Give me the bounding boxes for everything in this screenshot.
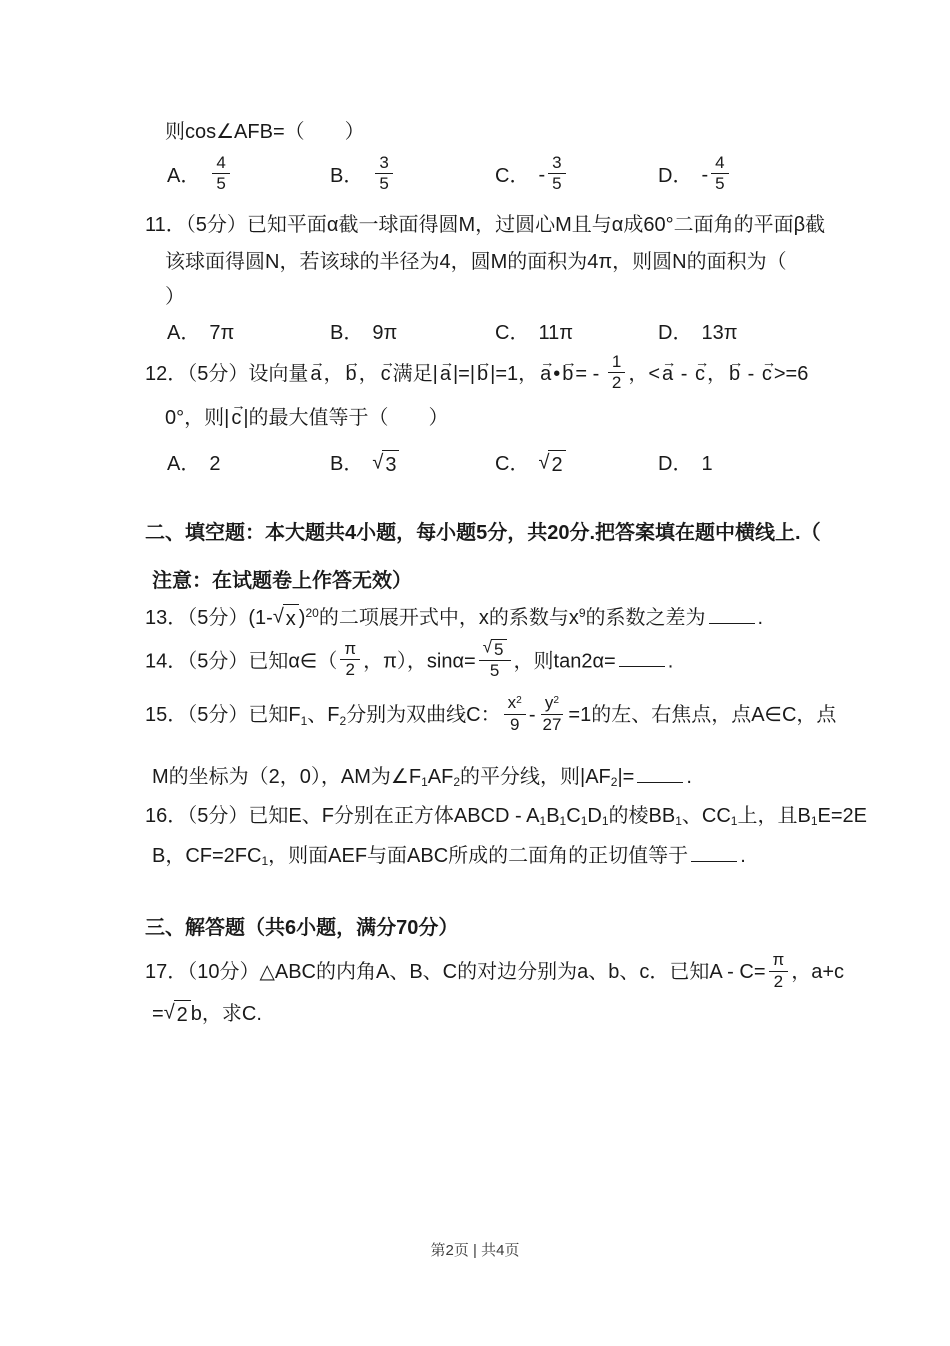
- option-value: 9π: [372, 321, 398, 344]
- subscript: 1: [601, 814, 609, 829]
- fraction: $\frac{\pi}{2}$: [769, 950, 789, 992]
- subscript: 2: [610, 775, 618, 790]
- radical-icon: √: [538, 450, 550, 473]
- vector-c: c →: [381, 360, 391, 388]
- subscript: 1: [559, 814, 567, 829]
- q12-line-2: 0°，则| c → |的最大值等于（ ）: [145, 404, 845, 432]
- square-root: √ 2: [538, 450, 565, 479]
- option-A: [167, 155, 330, 197]
- option-label: D．: [658, 453, 693, 476]
- radical-icon: √: [482, 637, 493, 657]
- vector-c: c →: [231, 404, 241, 432]
- subscript: 1: [261, 854, 269, 869]
- subscript: 1: [580, 814, 588, 829]
- fraction: $\frac{4}{5}$: [212, 153, 229, 195]
- option-value: - $\frac{4}{5}$: [701, 155, 731, 197]
- subscript: 2: [339, 713, 347, 728]
- option-label: C．: [495, 321, 530, 344]
- option-B: [330, 155, 495, 197]
- square-root: √ 2: [164, 1000, 191, 1029]
- square-root: √ 5: [483, 639, 507, 660]
- radical-icon: √: [272, 604, 284, 627]
- q17-line-1: 17．（10分）△ABC的内角A、B、C的对边分别为a、b、c．已知A - C= $\frac{\pi}{2}$ ，a+c: [145, 950, 845, 991]
- vector-c: c →: [695, 360, 705, 388]
- sec2-line-1: 二、填空题：本大题共4小题，每小题5分，共20分.把答案填在题中横线上.（: [145, 521, 821, 544]
- vector-b: b →: [477, 360, 488, 388]
- radical-icon: √: [372, 450, 384, 473]
- subscript: 1: [810, 814, 818, 829]
- subscript: 1: [730, 814, 738, 829]
- q14-line: 14．（5分）已知α∈（ $\frac{\pi}{2}$ ，π），sinα= √ 5 5 ，则tan2α= .: [145, 637, 674, 680]
- q10-options: [145, 155, 845, 197]
- q12-line-1: 12．（5分）设向量 a → ， b → ， c → 满足| a → |=| b → |=1， a → • b → = - $\frac{1}{2}$ ，< a → - c → ， b → - c → >=6: [145, 354, 845, 396]
- q11-line-2: 该球面得圆N，若该球的半径为4，圆M的面积为4π，则圆N的面积为（: [165, 250, 787, 273]
- option-value: [372, 450, 399, 479]
- q11-line-1: 11．（5分）已知平面α截一球面得圆M，过圆心M且与α成60°二面角的平面β截: [145, 213, 826, 236]
- option-D: [658, 450, 845, 479]
- vector-a: a →: [662, 360, 673, 388]
- page-footer: [0, 1241, 950, 1261]
- option-value: 2: [209, 453, 221, 476]
- option-label: B．: [330, 164, 364, 187]
- document-body: [145, 0, 867, 1029]
- vector-c: c →: [762, 360, 772, 388]
- answer-blank: [691, 844, 737, 862]
- fraction: $\frac{y^2}{27}$: [542, 693, 562, 734]
- sec3-line: 三、解答题（共6小题，满分70分）: [145, 917, 459, 940]
- superscript: 2: [553, 694, 560, 706]
- option-label: C．: [495, 164, 530, 187]
- fraction: $\frac{3}{5}$: [375, 153, 392, 195]
- option-value: 1: [701, 453, 713, 476]
- option-value: [209, 155, 232, 197]
- option-B: [330, 450, 495, 479]
- q12-options: [145, 450, 845, 479]
- option-label: B．: [330, 321, 364, 344]
- superscript: 9: [578, 605, 586, 620]
- q10-stem: 则cos∠AFB=（ ）: [165, 121, 365, 143]
- option-label: A．: [167, 453, 201, 476]
- option-label: A．: [167, 321, 201, 344]
- option-label: D．: [658, 321, 693, 344]
- option-C: [495, 319, 658, 347]
- q15-line-2: M的坐标为（2，0），AM为$\angle F_1AF_2$的平分线，则$|AF_2|=$ .: [152, 766, 692, 790]
- vector-b: b →: [729, 360, 740, 388]
- q11-options: [145, 319, 845, 347]
- fraction: $\frac{3}{5}$: [548, 153, 565, 195]
- superscript: 2: [516, 694, 522, 706]
- option-B: [330, 319, 495, 347]
- answer-blank: [619, 649, 665, 667]
- page-number: 第2页 | 共4页: [430, 1242, 520, 1259]
- option-value: [538, 450, 565, 479]
- option-label: D．: [658, 164, 693, 187]
- answer-blank: [709, 606, 755, 624]
- sec2-line-2: 注意：在试题卷上作答无效）: [152, 569, 412, 592]
- square-root: √ x: [273, 604, 299, 633]
- option-value: 11π: [538, 321, 574, 344]
- subscript: 1: [675, 814, 682, 829]
- option-D: [658, 155, 845, 197]
- subscript: 1: [539, 814, 547, 829]
- q11-line-3: ）: [165, 285, 185, 308]
- fraction: $\frac{\pi}{2}$: [340, 639, 360, 681]
- q13-line: 13．（5分）(1- √ x )$^{20}$的二项展开式中，x的系数与$x^9$的系数之差为 .: [145, 604, 845, 633]
- option-C: [495, 155, 658, 197]
- vector-a: a →: [440, 360, 451, 388]
- option-value: - $\frac{3}{5}$: [538, 155, 568, 197]
- option-value: [372, 155, 395, 197]
- fraction: $\frac{1}{2}$: [608, 352, 625, 394]
- vector-a: a →: [540, 360, 551, 388]
- vector-b: b →: [562, 360, 573, 388]
- vector-a: a →: [310, 360, 321, 388]
- q16-line-2: B，$CF=2FC_1$，则面AEF与面ABC所成的二面角的正切值等于 .: [152, 845, 746, 869]
- option-value: 7π: [209, 321, 235, 344]
- radical-icon: √: [163, 1001, 175, 1024]
- fraction: $\frac{4}{5}$: [711, 153, 728, 195]
- option-label: A．: [167, 164, 201, 187]
- option-A: [167, 450, 330, 479]
- fraction: $\frac{x^2}{9}$: [504, 693, 526, 735]
- option-label: C．: [495, 453, 530, 476]
- superscript: 20: [305, 605, 319, 620]
- q16-line-1: 16．（5分）已知E、F分别在正方体ABCD - $A_1B_1C_1D_1$的棱$BB_1$、$CC_1$上，且$B_1E=2E$: [145, 805, 867, 829]
- subscript: 1: [300, 713, 308, 728]
- q15-line-1: 15．（5分）已知$F_1$、$F_2$分别为双曲线C： $\frac{x^2}{9}$ - $\frac{y^2}{27}$ =1的左、右焦点，点A∈C，点: [145, 693, 837, 734]
- square-root: √ 3: [372, 450, 399, 479]
- option-value: 13π: [701, 321, 738, 344]
- option-A: [167, 319, 330, 347]
- answer-blank: [637, 765, 683, 783]
- q17-line-2: = √ 2 b，求C.: [145, 1000, 845, 1029]
- subscript: 2: [453, 775, 460, 790]
- option-C: [495, 450, 658, 479]
- subscript: 1: [421, 775, 428, 790]
- fraction: √ 5 5: [479, 639, 511, 682]
- option-D: [658, 319, 845, 347]
- vector-b: b →: [346, 360, 357, 388]
- option-label: B．: [330, 453, 364, 476]
